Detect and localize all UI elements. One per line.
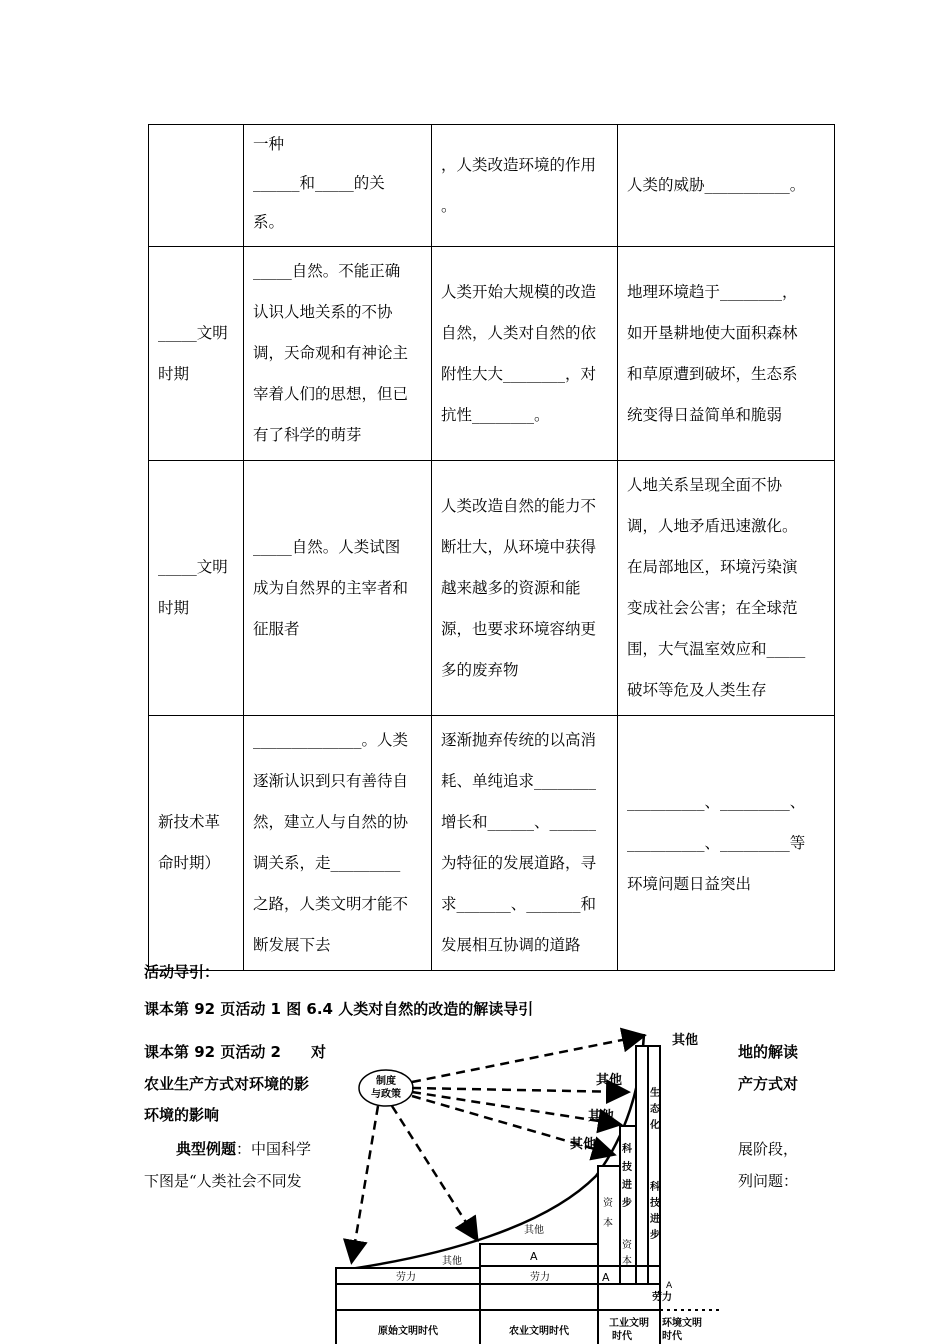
cell-line: 越来越多的资源和能 xyxy=(441,578,581,597)
cell-line: 调，天命观和有神论主 xyxy=(253,344,409,362)
table-row xyxy=(149,716,835,971)
capital-label: 本 xyxy=(622,1256,632,1267)
labor-label: 劳力 xyxy=(396,1272,416,1283)
cell-line: 变成社会公害；在全球范 xyxy=(627,599,798,617)
impact-cell xyxy=(432,461,618,716)
cell-line: 附性大大________，对 xyxy=(441,364,597,383)
cell-line: 新技术革 xyxy=(158,813,221,831)
environment-cell xyxy=(618,247,835,461)
activity-2-line-end: 地的解读 xyxy=(738,1043,799,1061)
cell-line: 人类的威胁___________。 xyxy=(627,176,806,194)
cell-line: 时期 xyxy=(158,599,190,617)
era-label: 原始文明时代 xyxy=(378,1326,438,1337)
activity-2-line-2: 农业生产方式对环境的影 xyxy=(144,1075,310,1093)
cell-line: 环境问题日益突出 xyxy=(627,874,752,893)
cell-line: __________、_________、 xyxy=(627,792,806,811)
cell-line: 命时期） xyxy=(158,854,221,872)
cell-line: _____自然。不能正确 xyxy=(253,262,401,280)
cell-line: 耗、单纯追求________ xyxy=(441,772,597,790)
cell-line: 时期 xyxy=(158,364,190,383)
impact-cell xyxy=(432,716,618,971)
others-label: 其他 xyxy=(596,1073,623,1088)
period-cell xyxy=(149,125,244,247)
tech-label: 步 xyxy=(650,1230,660,1241)
cell-line: 求_______、_______和 xyxy=(441,895,597,913)
cell-line: 为特征的发展道路，寻 xyxy=(441,854,597,872)
table-row xyxy=(149,461,835,716)
policy-label: 制度 xyxy=(376,1076,396,1087)
era-label: 工业文明 xyxy=(609,1318,649,1329)
cell-line: 破坏等危及人类生存 xyxy=(627,681,767,699)
table-row xyxy=(149,125,835,247)
cell-line: 断发展下去 xyxy=(253,936,331,954)
relation-cell xyxy=(244,247,432,461)
cell-line: 和草原遭到破坏，生态系 xyxy=(627,364,798,383)
cell-line: 地理环境趋于________， xyxy=(627,282,798,301)
cell-line: ______和_____的关 xyxy=(253,174,385,192)
example-line-2-end: 列问题： xyxy=(738,1172,799,1190)
relation-cell xyxy=(244,461,432,716)
cell-line: 宰着人们的思想，但已 xyxy=(253,385,409,403)
cell-line: 抗性________。 xyxy=(441,405,550,424)
capital-label: 本 xyxy=(603,1218,613,1229)
cell-line: 人类改造自然的能力不 xyxy=(441,496,597,515)
cell-line: 围，大气温室效应和_____ xyxy=(627,640,806,658)
cell-line: 逐渐抛弃传统的以高消 xyxy=(441,731,597,749)
cell-line: 然，建立人与自然的协 xyxy=(253,813,409,831)
activity-1-line: 课本第 92 页活动 1 图 6.4 人类对自然的改造的解读导引 xyxy=(144,1000,534,1018)
cell-line: 系。 xyxy=(253,213,285,231)
impact-cell xyxy=(432,247,618,461)
period-cell xyxy=(149,716,244,971)
cell-line: 成为自然界的主宰者和 xyxy=(253,578,409,597)
tech-label: 科 xyxy=(650,1182,660,1193)
example-label: 典型例题 xyxy=(176,1140,237,1158)
example-line-end: 展阶段， xyxy=(738,1140,799,1158)
cell-line: 多的废弃物 xyxy=(441,660,519,679)
activity-guide-heading: 活动导引： xyxy=(144,963,220,981)
tech-label: 进 xyxy=(622,1180,632,1191)
cell-line: 断壮大，从环境中获得 xyxy=(441,537,597,556)
others-label: 其他 xyxy=(672,1033,699,1048)
capital-label: 资 xyxy=(603,1198,613,1209)
others-small: 其他 xyxy=(442,1256,462,1267)
cell-line: 逐渐认识到只有善待自 xyxy=(253,772,409,790)
table-row xyxy=(149,247,835,461)
cell-line: _____文明 xyxy=(158,558,228,576)
a-label-small: A xyxy=(666,1281,673,1291)
cell-line: 自然，人类对自然的依 xyxy=(441,323,597,342)
cell-line: 统变得日益简单和脆弱 xyxy=(627,405,783,424)
cell-line: 之路，人类文明才能不 xyxy=(253,895,409,913)
environment-cell xyxy=(618,461,835,716)
tech-label: 技 xyxy=(622,1162,632,1173)
cell-line: 征服者 xyxy=(253,619,300,638)
others-small: 其他 xyxy=(524,1225,544,1236)
eco-label: 生 xyxy=(650,1088,660,1099)
activity-2-line: 课本第 92 页活动 2 对 xyxy=(144,1043,326,1061)
eco-label: 化 xyxy=(650,1120,660,1131)
eco-label: 态 xyxy=(650,1104,660,1115)
era-label: 农业文明时代 xyxy=(509,1326,569,1337)
labor-label: 劳力 xyxy=(530,1272,550,1283)
cell-line: 增长和______、______ xyxy=(441,813,597,831)
cell-line: 在局部地区，环境污染演 xyxy=(627,558,798,576)
era-label: 时代 xyxy=(612,1331,632,1342)
others-label: 其他 xyxy=(588,1109,615,1124)
example-text: ：中国科学 xyxy=(236,1140,312,1158)
capital-label: 资 xyxy=(622,1240,632,1251)
cell-line: 有了科学的萌芽 xyxy=(253,426,362,444)
era-label: 环境文明 xyxy=(662,1318,702,1329)
impact-cell xyxy=(432,125,618,247)
period-cell xyxy=(149,461,244,716)
tech-label: 科 xyxy=(622,1144,632,1155)
example-line xyxy=(176,1138,311,1159)
cell-line: 源，也要求环境容纳更 xyxy=(441,619,597,638)
cell-line: ______________。人类 xyxy=(253,731,409,749)
period-cell xyxy=(149,247,244,461)
environment-cell xyxy=(618,125,835,247)
relation-cell xyxy=(244,716,432,971)
labor-label: 劳力 xyxy=(652,1292,672,1303)
tech-label: 进 xyxy=(650,1214,660,1225)
relation-cell xyxy=(244,125,432,247)
environment-cell xyxy=(618,716,835,971)
policy-label: 与政策 xyxy=(371,1089,401,1100)
activity-2-line-3: 环境的影响 xyxy=(144,1106,220,1124)
cell-line: 认识人地关系的不协 xyxy=(253,303,393,321)
a-label-small: A xyxy=(602,1271,610,1284)
cell-line: __________、_________等 xyxy=(627,833,806,852)
example-line-2: 下图是“人类社会不同发 xyxy=(144,1172,302,1190)
civilization-table xyxy=(148,124,835,971)
cell-line: 发展相互协调的道路 xyxy=(441,936,581,954)
others-label: 其他 xyxy=(570,1137,597,1152)
cell-line: 人地关系呈现全面不协 xyxy=(627,476,783,494)
cell-line: ，人类改造环境的作用 xyxy=(441,155,597,174)
cell-line: 调关系，走_________ xyxy=(253,854,401,872)
tech-label: 技 xyxy=(650,1198,660,1209)
a-label: A xyxy=(530,1250,538,1263)
cell-line: 如开垦耕地使大面积森林 xyxy=(627,323,798,342)
civilization-figure xyxy=(326,1026,722,1344)
cell-line: 。 xyxy=(441,196,457,215)
cell-line: 一种 xyxy=(253,135,285,153)
cell-line: 人类开始大规模的改造 xyxy=(441,282,597,301)
cell-line: _____文明 xyxy=(158,323,228,342)
cell-line: 调，人地矛盾迅速激化。 xyxy=(627,517,798,535)
tech-label: 步 xyxy=(622,1198,632,1209)
era-label: 时代 xyxy=(662,1331,682,1342)
activity-2-line-2-end: 产方式对 xyxy=(738,1075,799,1093)
cell-line: _____自然。人类试图 xyxy=(253,537,401,556)
